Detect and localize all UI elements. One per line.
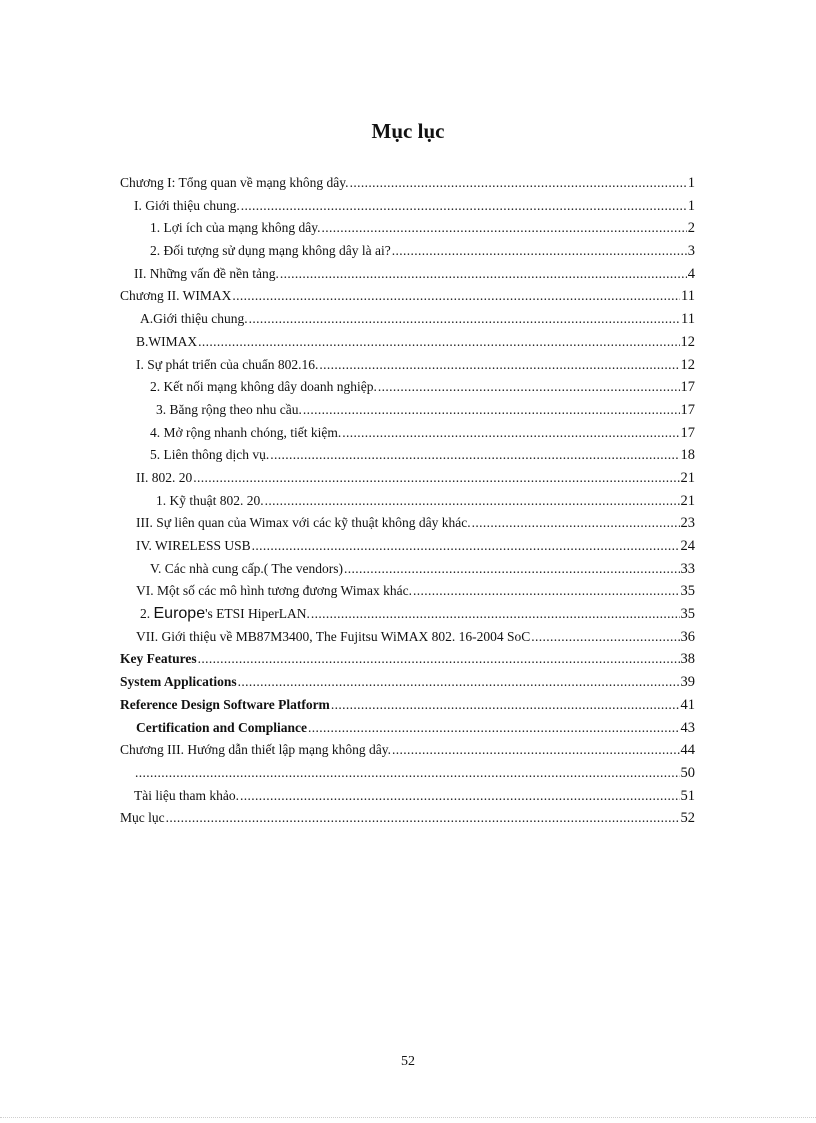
toc-entry-label: 4. Mở rộng nhanh chóng, tiết kiệm. [150, 424, 342, 440]
toc-entry[interactable] [120, 308, 695, 331]
toc-entry-page: 35 [680, 583, 695, 600]
dot-leader [531, 626, 679, 649]
toc-entry-label: A.Giới thiệu chung. [140, 311, 248, 327]
toc-entry-page: 12 [680, 356, 695, 373]
dot-leader [280, 263, 687, 286]
toc-entry[interactable] [120, 717, 695, 740]
toc-entry-label: VII. Giới thiệu về MB87M3400, The Fujitsu WiMAX 802. 16-2004 SoC [136, 628, 531, 644]
toc-entry-label: II. Những vấn đề nền tảng. [134, 265, 279, 281]
toc-entry[interactable] [120, 626, 695, 649]
dot-leader [166, 807, 680, 830]
toc-entry-label: 1. Lợi ích của mạng không dây. [150, 220, 321, 236]
toc-entry[interactable] [120, 331, 695, 354]
toc-entry[interactable] [120, 467, 695, 490]
toc-entry-page: 17 [680, 379, 695, 396]
toc-entry-page: 43 [680, 719, 695, 736]
toc-entry-page: 17 [680, 424, 695, 441]
toc-entry-page: 33 [680, 560, 695, 577]
dot-leader [472, 512, 680, 535]
toc-entry-label: VI. Một số các mô hình tương đương Wimax khác. [136, 583, 412, 599]
dot-leader [392, 240, 687, 263]
toc-entry-page: 1 [687, 197, 695, 214]
toc-entry-label [140, 603, 310, 626]
toc-entry-label: Key Features [120, 651, 197, 667]
dot-leader [265, 490, 680, 513]
page-number: 52 [401, 1054, 415, 1069]
toc-entry[interactable] [120, 354, 695, 377]
toc-entry-label: 5. Liên thông dịch vụ. [150, 447, 270, 463]
toc-entry[interactable] [120, 376, 695, 399]
toc-entry[interactable] [120, 172, 695, 195]
dot-leader [249, 308, 680, 331]
toc-entry-label: System Applications [120, 674, 237, 690]
toc-entry[interactable] [120, 535, 695, 558]
toc-entry-label: Mục lục [120, 810, 165, 826]
dot-leader [198, 331, 679, 354]
dot-leader [308, 717, 680, 740]
table-of-contents [120, 172, 695, 830]
toc-entry-label-large: Europe [153, 605, 206, 623]
dot-leader [198, 648, 680, 671]
toc-entry-label: 3. Băng rộng theo nhu cầu. [156, 401, 302, 417]
toc-entry-label: I. Giới thiệu chung. [134, 197, 240, 213]
toc-entry-label: I. Sự phát triển của chuẩn 802.16. [136, 356, 319, 372]
toc-entry-label: Certification and Compliance [136, 719, 307, 735]
toc-entry-label: Reference Design Software Platform [120, 696, 330, 712]
toc-entry-page: 12 [680, 333, 695, 350]
toc-entry[interactable] [120, 739, 695, 762]
toc-entry-page: 51 [680, 787, 695, 804]
toc-entry[interactable] [120, 217, 695, 240]
toc-entry-prefix: 2. [140, 606, 154, 622]
dot-leader [350, 172, 687, 195]
dot-leader [413, 580, 680, 603]
toc-entry-page: 24 [680, 538, 695, 554]
toc-entry-label: V. Các nhà cung cấp.( The vendors) [150, 560, 343, 576]
toc-entry-label: B.WIMAX [136, 333, 198, 349]
toc-entry-label: 2. Đối tượng sử dụng mạng không dây là ai? [150, 243, 391, 259]
toc-entry-page: 38 [680, 651, 695, 668]
toc-entry[interactable] [120, 762, 695, 785]
dot-leader [319, 354, 679, 377]
toc-entry[interactable] [120, 240, 695, 263]
toc-entry-label: 1. Kỹ thuật 802. 20. [156, 492, 264, 508]
toc-entry[interactable] [120, 694, 695, 717]
toc-entry[interactable] [120, 399, 695, 422]
page-title: Mục lục [371, 119, 445, 143]
toc-entry-page: 3 [687, 243, 695, 260]
toc-entry-page: 23 [680, 515, 695, 532]
toc-entry-page: 11 [681, 288, 695, 305]
toc-entry-page: 35 [680, 606, 695, 623]
dot-leader [392, 739, 680, 762]
dot-leader [238, 671, 680, 694]
toc-entry-page: 17 [680, 401, 695, 418]
toc-entry[interactable] [120, 195, 695, 218]
dot-leader [135, 762, 680, 785]
dot-leader [240, 785, 680, 808]
toc-entry-page: 4 [687, 265, 695, 282]
toc-entry[interactable] [120, 558, 695, 581]
toc-entry-label: 2. Kết nối mạng không dây doanh nghiệp. [150, 379, 377, 395]
dot-leader [378, 376, 680, 399]
dot-leader [252, 535, 680, 558]
toc-entry[interactable] [120, 785, 695, 808]
dot-leader [331, 694, 680, 717]
toc-entry-page: 2 [687, 220, 695, 237]
toc-entry[interactable] [120, 444, 695, 467]
toc-entry-page: 1 [687, 175, 695, 191]
toc-entry-page: 52 [680, 810, 695, 827]
toc-entry-label: Tài liệu tham khảo. [134, 787, 239, 803]
toc-entry-page: 44 [680, 742, 695, 759]
dot-leader [344, 558, 680, 581]
toc-entry-page: 50 [680, 764, 695, 781]
dot-leader [321, 217, 686, 240]
toc-entry-page: 39 [680, 674, 695, 691]
dot-leader [241, 195, 687, 218]
toc-entry-page: 18 [680, 447, 695, 464]
dot-leader [193, 467, 679, 490]
toc-entry-label: Chương III. Hướng dẫn thiết lập mạng không dây. [120, 742, 391, 758]
toc-entry[interactable] [120, 671, 695, 694]
toc-entry[interactable] [120, 648, 695, 671]
toc-entry-label: Chương II. WIMAX [120, 288, 232, 304]
dot-leader [303, 399, 680, 422]
toc-entry-page: 41 [680, 696, 695, 713]
toc-entry-page: 11 [681, 311, 695, 328]
toc-entry[interactable] [120, 807, 695, 830]
dot-leader [232, 285, 680, 308]
toc-entry-label: IV. WIRELESS USB [136, 538, 251, 553]
toc-entry[interactable] [120, 580, 695, 603]
toc-entry[interactable] [120, 490, 695, 513]
toc-entry-label: II. 802. 20 [136, 469, 193, 485]
dot-leader [342, 422, 679, 445]
toc-entry-page: 21 [680, 469, 695, 486]
dot-leader [270, 444, 679, 467]
toc-entry[interactable] [120, 603, 695, 626]
toc-entry-label-rest: 's ETSI HiperLAN. [205, 606, 310, 622]
toc-entry-label: Chương I: Tổng quan về mạng không dây. [120, 175, 349, 190]
toc-entry[interactable] [120, 512, 695, 535]
toc-entry[interactable] [120, 422, 695, 445]
toc-entry[interactable] [120, 263, 695, 286]
toc-entry-page: 36 [680, 628, 695, 645]
page-bottom-divider [0, 1117, 816, 1118]
toc-entry[interactable] [120, 285, 695, 308]
toc-entry-label: III. Sự liên quan của Wimax với các kỹ thuật không dây khác. [136, 515, 471, 531]
toc-entry-page: 21 [680, 492, 695, 509]
dot-leader [311, 603, 680, 626]
